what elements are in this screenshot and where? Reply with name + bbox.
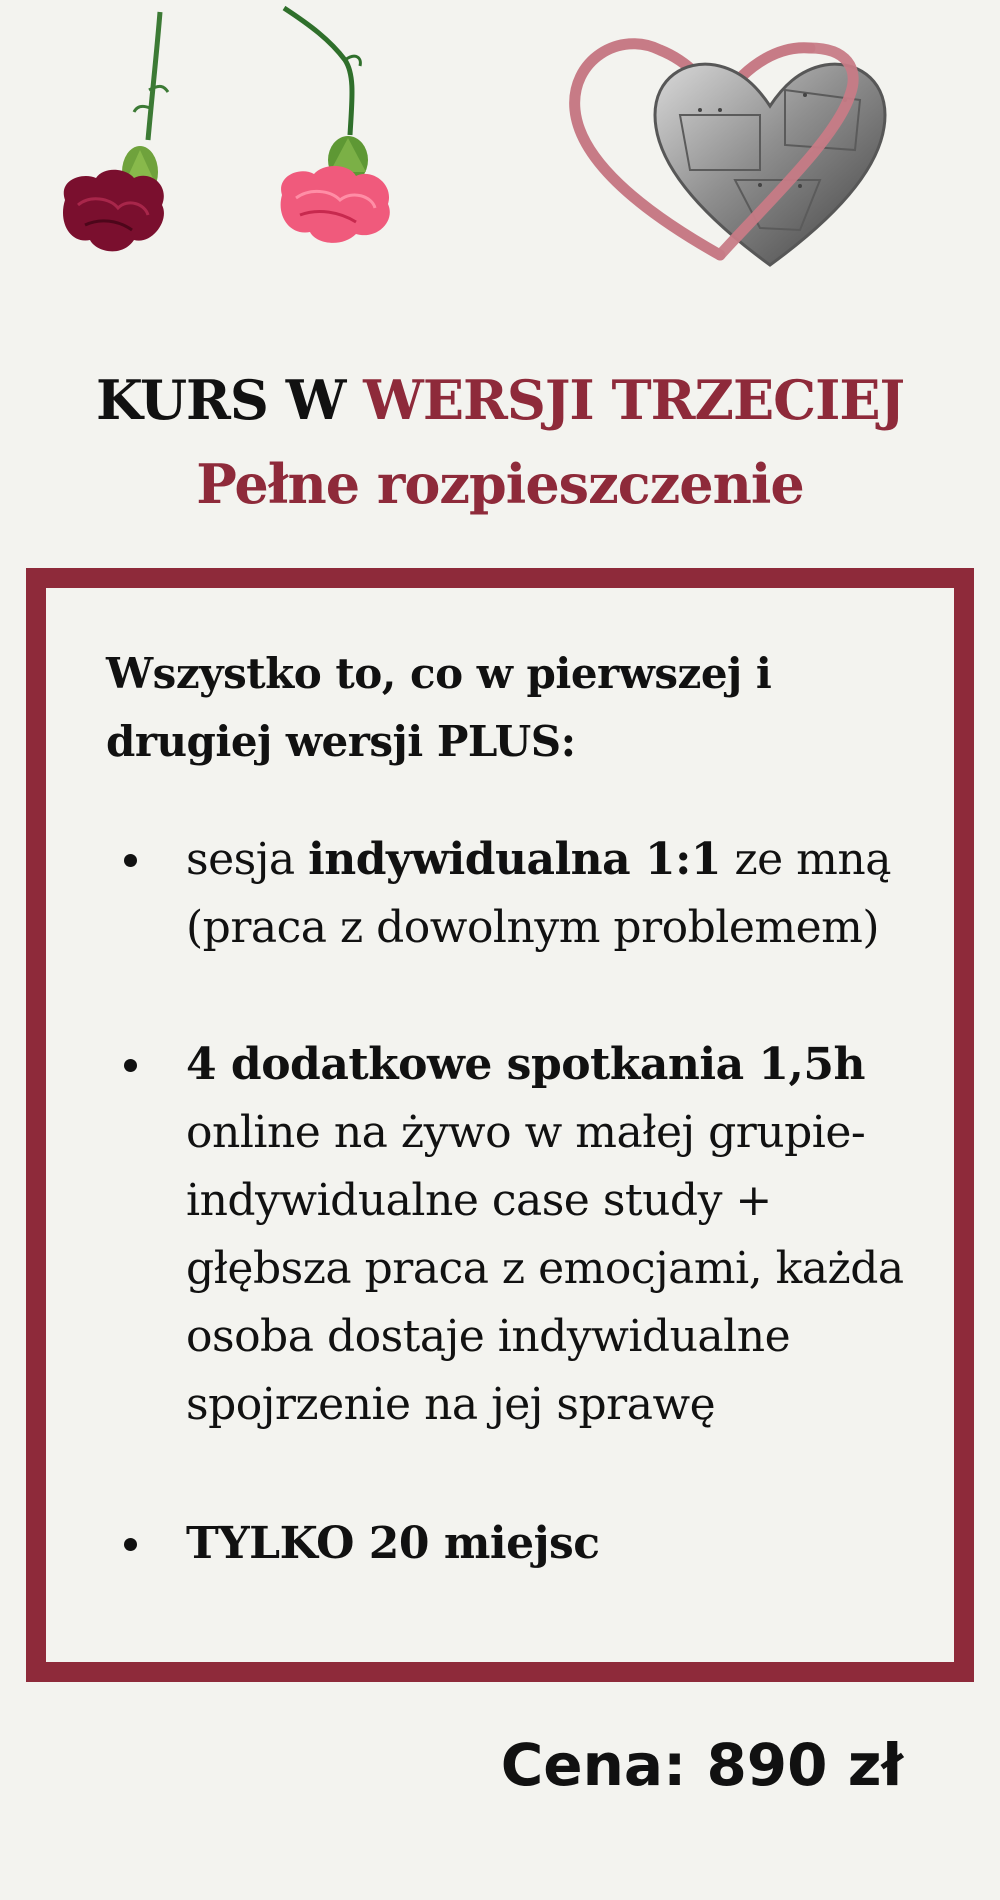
price-label: Cena: 890 zł — [500, 1731, 903, 1799]
carnation-dark-red-icon — [63, 12, 168, 251]
offer-box — [26, 568, 974, 1682]
offer-bullet-limited-places — [124, 1510, 914, 1578]
bullet-text: TYLKO 20 miejsc — [186, 1518, 600, 1569]
title-plain: KURS W — [95, 368, 364, 432]
page-title — [0, 360, 1000, 524]
title-line — [0, 360, 1000, 440]
bullet-dot — [124, 1059, 137, 1072]
subtitle: Pełne rozpieszczenie — [196, 452, 804, 516]
offer-bullet-individual-session — [124, 826, 914, 962]
bullet-text: 4 dodatkowe spotkania 1,5h online na żywo w małej grupie- indywidualne case study + głębsza praca z emocjami, każda osoba dostaje indywidualne spojrzenie na jej sprawę — [186, 1039, 904, 1430]
carnation-pink-icon — [281, 8, 390, 243]
title-accent: WERSJI TRZECIEJ — [363, 368, 905, 432]
decoration-artwork — [0, 0, 1000, 300]
bullet-dot — [124, 854, 137, 867]
bullet-text: sesja indywidualna 1:1 ze mną (praca z dowolnym problemem) — [186, 834, 891, 953]
offer-intro: Wszystko to, co w pierwszej i drugiej wersji PLUS: — [106, 649, 772, 766]
bullet-dot — [124, 1538, 137, 1551]
offer-bullet-extra-meetings — [124, 1031, 914, 1439]
